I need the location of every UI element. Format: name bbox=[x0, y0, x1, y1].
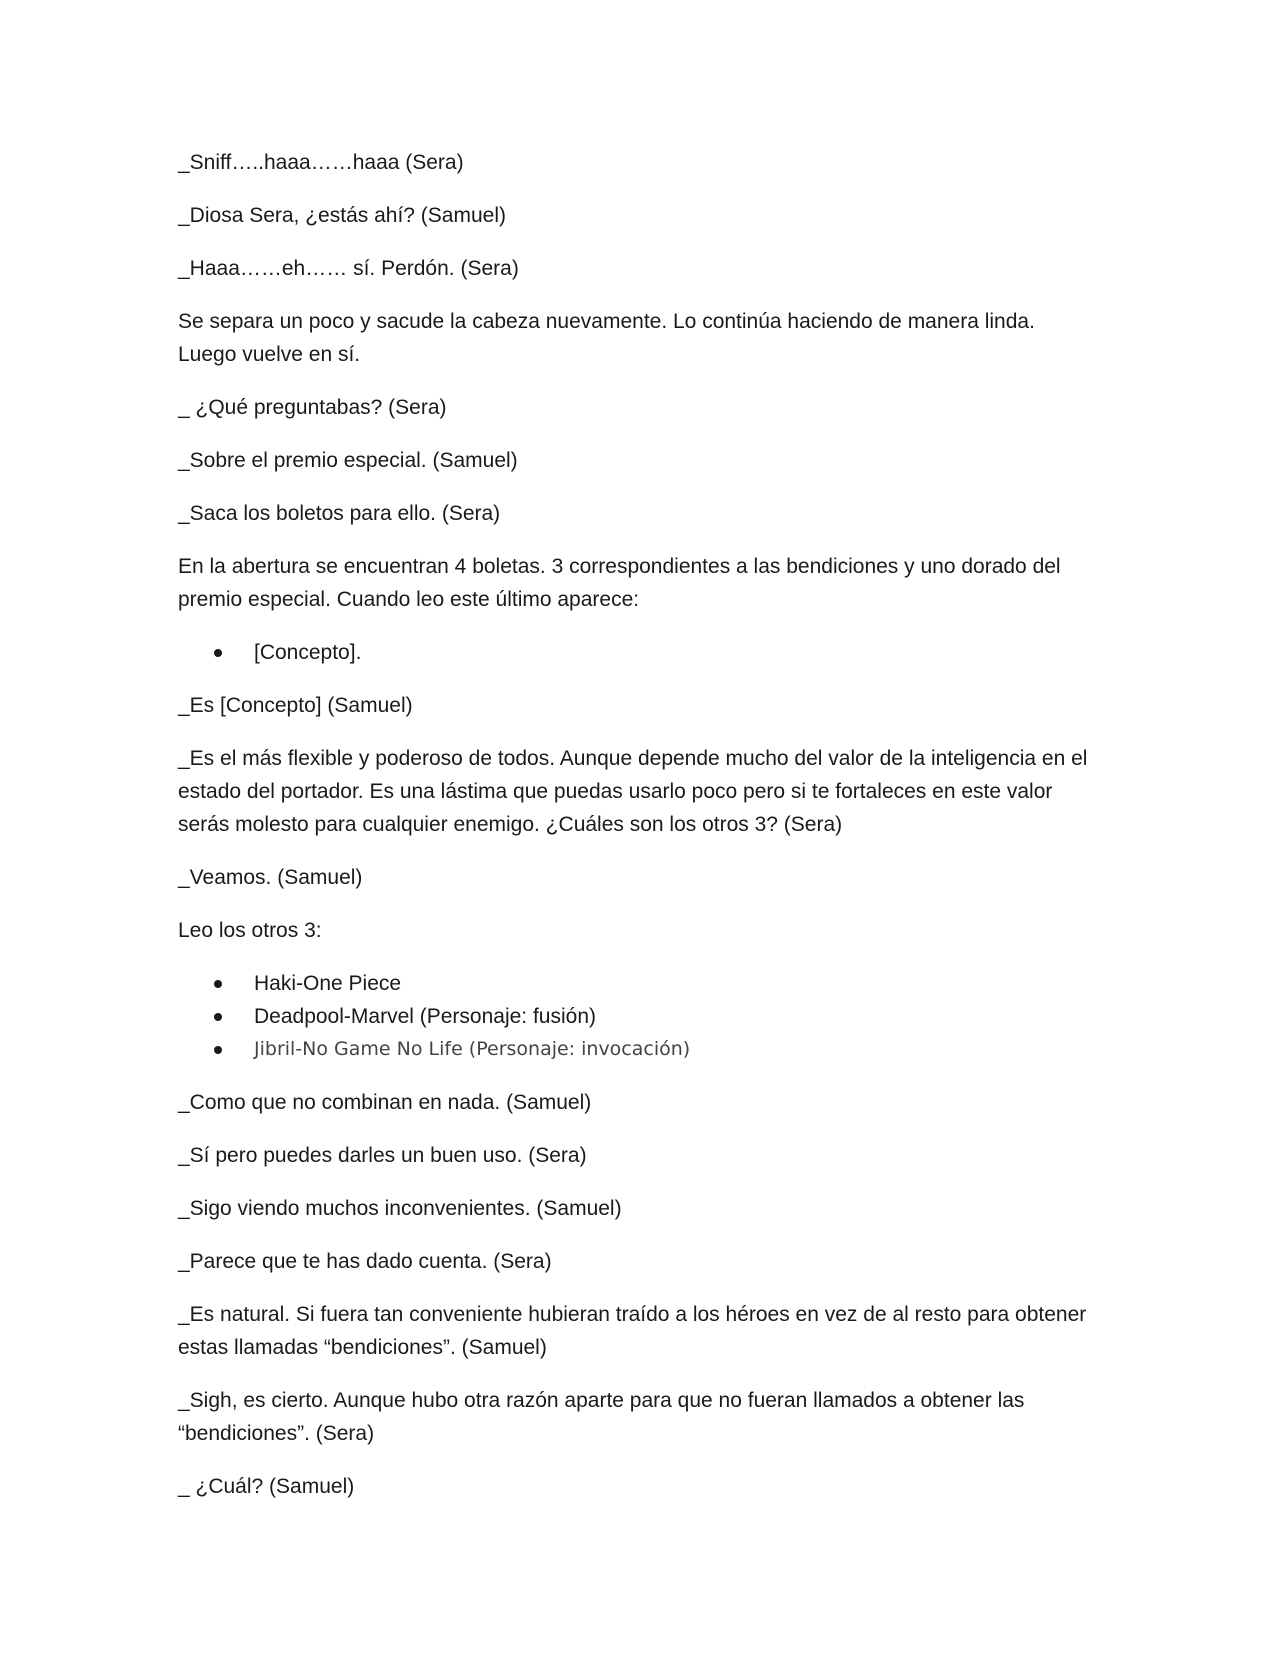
dialogue-line: _Es natural. Si fuera tan conveniente hubieran traído a los héroes en vez de al resto para obtener estas llamadas “bendiciones”. (Samuel) bbox=[178, 1303, 1087, 1359]
narration-paragraph: Se separa un poco y sacude la cabeza nuevamente. Lo continúa haciendo de manera linda. Luego vuelve en sí. bbox=[178, 310, 1035, 366]
dialogue-line: _ ¿Cuál? (Samuel) bbox=[178, 1475, 355, 1498]
dialogue-line: _ ¿Qué preguntabas? (Sera) bbox=[178, 396, 447, 419]
bullet-dot-icon bbox=[214, 1013, 222, 1021]
special-prize-list bbox=[178, 636, 1098, 669]
dialogue-line: _Parece que te has dado cuenta. (Sera) bbox=[178, 1250, 552, 1273]
dialogue-line: _Saca los boletos para ello. (Sera) bbox=[178, 502, 501, 525]
dialogue-line: _Es [Concepto] (Samuel) bbox=[178, 694, 413, 717]
blessings-list bbox=[178, 967, 1098, 1066]
dialogue-line: _Sigo viendo muchos inconvenientes. (Samuel) bbox=[178, 1197, 622, 1220]
list-item bbox=[178, 1000, 1098, 1033]
dialogue-line: _Veamos. (Samuel) bbox=[178, 866, 363, 889]
document-body bbox=[178, 146, 1098, 1523]
dialogue-line: _Como que no combinan en nada. (Samuel) bbox=[178, 1091, 592, 1114]
dialogue-line: _Sniff…..haaa……haaa (Sera) bbox=[178, 151, 464, 174]
dialogue-line: _Diosa Sera, ¿estás ahí? (Samuel) bbox=[178, 204, 506, 227]
list-item-text: Deadpool-Marvel (Personaje: fusión) bbox=[254, 1005, 596, 1028]
list-item bbox=[178, 967, 1098, 1000]
narration-paragraph: En la abertura se encuentran 4 boletas. 3 correspondientes a las bendiciones y uno dorado del premio especial. Cuando leo este último aparece: bbox=[178, 555, 1061, 611]
list-item bbox=[178, 636, 1098, 669]
dialogue-line: _Es el más flexible y poderoso de todos. Aunque depende mucho del valor de la inteligencia en el estado del portador. Es una lástima que puedas usarlo poco pero si te fortaleces en este valor serás molesto para cualquier enemigo. ¿Cuáles son los otros 3? (Sera) bbox=[178, 747, 1088, 836]
bullet-dot-icon bbox=[214, 980, 222, 988]
list-item-text: Haki-One Piece bbox=[254, 972, 402, 995]
list-item-text: [Concepto]. bbox=[254, 641, 362, 664]
dialogue-line: _Sobre el premio especial. (Samuel) bbox=[178, 449, 518, 472]
dialogue-line: _Haaa……eh…… sí. Perdón. (Sera) bbox=[178, 257, 519, 280]
dialogue-line: _Sigh, es cierto. Aunque hubo otra razón aparte para que no fueran llamados a obtener las “bendiciones”. (Sera) bbox=[178, 1389, 1025, 1445]
bullet-dot-icon bbox=[214, 1046, 222, 1054]
list-item-text: Jibril-No Game No Life (Personaje: invocación) bbox=[254, 1038, 691, 1060]
narration-paragraph: Leo los otros 3: bbox=[178, 919, 322, 942]
bullet-dot-icon bbox=[214, 649, 222, 657]
dialogue-line: _Sí pero puedes darles un buen uso. (Sera) bbox=[178, 1144, 587, 1167]
list-item bbox=[178, 1033, 1098, 1066]
